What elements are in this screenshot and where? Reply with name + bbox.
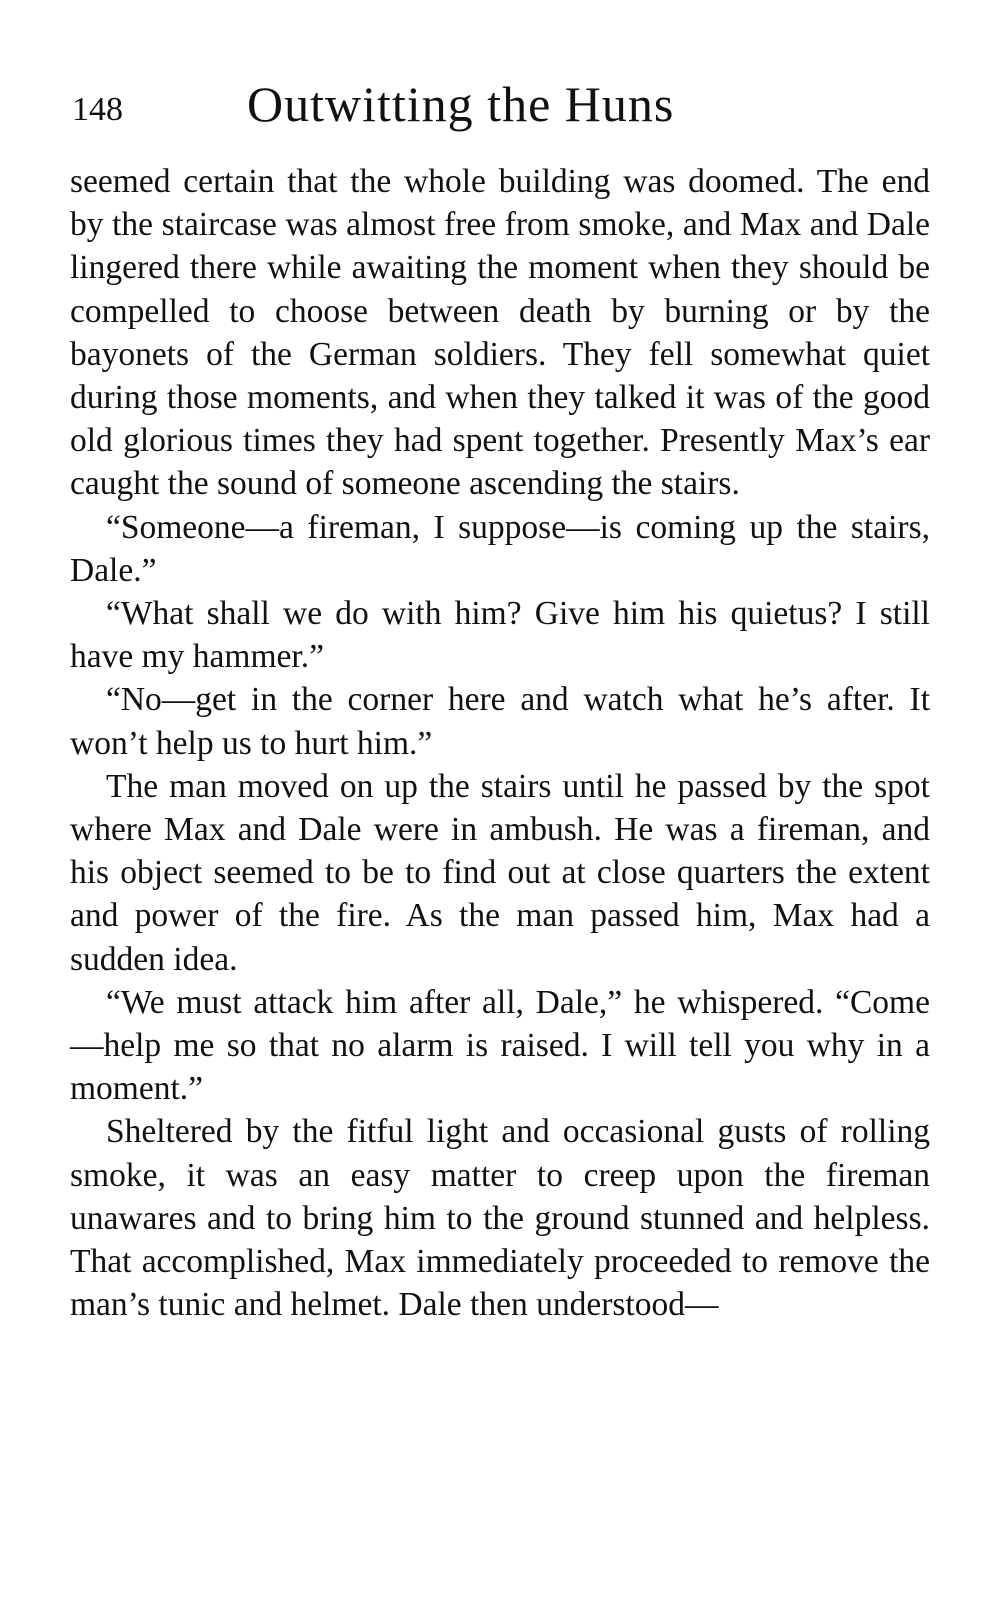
page-number: 148 [72,91,123,128]
running-title: Outwitting the Huns [247,76,675,132]
paragraph-4: “No—get in the corner here and watch what he’s after. It won’t help us to hurt him.” [70,681,930,762]
paragraph-3: “What shall we do with him? Give him his quietus? I still have my hammer.” [70,595,930,676]
body-text [70,160,930,1326]
paragraph-7: Sheltered by the fitful light and occasional gusts of rolling smoke, it was an easy matter to creep upon the fireman unawares and to bring him to the ground stunned and helpless. That accomplished, Max immediately proceeded to remove the man’s tunic and helmet. Dale then understood— [70,1113,930,1324]
paragraph-2: “Someone—a fireman, I suppose—is coming up the stairs, Dale.” [70,508,930,589]
paragraph-1: seemed certain that the whole building was doomed. The end by the staircase was almost free from smoke, and Max and Dale lingered there while awaiting the moment when they should be compelled to choose between death by burning or by the bayonets of the German soldiers. They fell somewhat quiet during those moments, and when they talked it was of the good old glorious times they had spent together. Presently Max’s ear caught the sound of someone ascending the stairs. [70,163,930,503]
page-header [72,72,928,142]
paragraph-6: “We must attack him after all, Dale,” he whispered. “Come—help me so that no alarm is raised. I will tell you why in a moment.” [70,983,930,1108]
paragraph-5: The man moved on up the stairs until he passed by the spot where Max and Dale were in ambush. He was a fireman, and his object seemed to be to find out at close quarters the extent and power of the fire. As the man passed him, Max had a sudden idea. [70,767,930,978]
